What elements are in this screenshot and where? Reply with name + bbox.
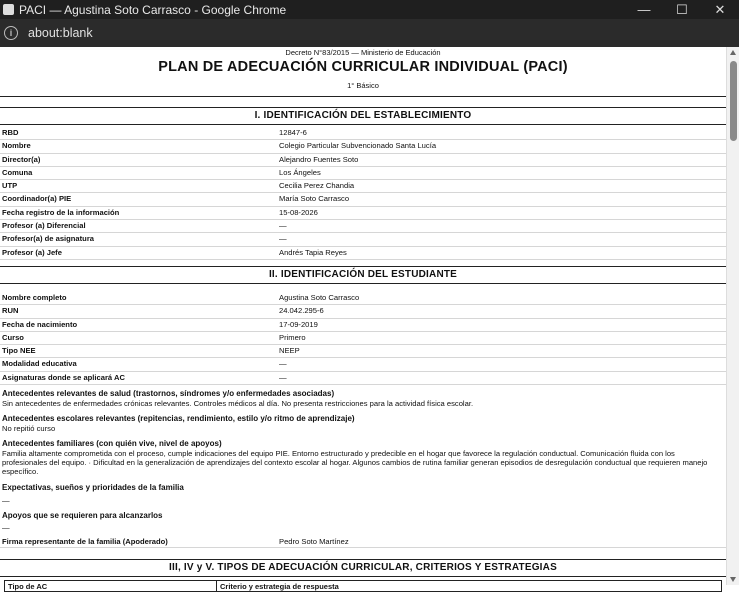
guardian-signature-row xyxy=(0,535,726,548)
student-table xyxy=(0,292,726,385)
row-value: 15-08-2026 xyxy=(279,207,318,217)
maximize-icon[interactable]: ☐ xyxy=(676,1,688,17)
row-label: Director(a) xyxy=(2,154,41,164)
row-label: Curso xyxy=(2,332,24,342)
row-value: — xyxy=(279,221,287,231)
table-row xyxy=(0,319,726,332)
expectations-text: — xyxy=(2,496,10,506)
adaptation-table-header xyxy=(4,580,722,592)
family-heading: Antecedentes familiares (con quién vive, nivel de apoyos) xyxy=(2,439,222,449)
vertical-scrollbar[interactable] xyxy=(726,47,739,585)
row-label: Profesor (a) Diferencial xyxy=(2,221,86,231)
document-title: PLAN DE ADECUACIÓN CURRICULAR INDIVIDUAL (PACI) xyxy=(158,59,568,75)
url-text[interactable]: about:blank xyxy=(28,26,93,40)
minimize-icon[interactable]: — xyxy=(637,2,651,17)
family-background xyxy=(0,439,726,476)
table-row xyxy=(0,372,726,385)
row-label: Asignaturas donde se aplicará AC xyxy=(2,372,125,382)
school-heading: Antecedentes escolares relevantes (repitencias, rendimiento, estilo y/o ritmo de aprendizaje) xyxy=(2,414,355,424)
row-value: Cecilia Perez Chandia xyxy=(279,181,355,191)
address-bar xyxy=(0,19,739,47)
supports-heading: Apoyos que se requieren para alcanzarlos xyxy=(2,511,163,521)
row-value: 12847-6 xyxy=(279,128,307,137)
row-value: 17-09-2019 xyxy=(279,319,318,329)
row-value: María Soto Carrasco xyxy=(279,194,350,204)
table-row xyxy=(0,180,726,193)
health-background xyxy=(0,389,726,408)
row-label: Fecha de nacimiento xyxy=(2,319,78,329)
row-label: RBD xyxy=(2,128,19,137)
row-label: UTP xyxy=(2,181,18,191)
table-row xyxy=(0,127,726,140)
row-value: Primero xyxy=(279,332,306,342)
window-title-bar xyxy=(0,0,739,19)
table-row xyxy=(0,247,726,260)
col-header-criteria: Criterio y estrategia de respuesta xyxy=(220,582,339,592)
health-heading: Antecedentes relevantes de salud (trastornos, síndromes y/o enfermedades asociadas) xyxy=(2,389,335,399)
row-label: Profesor(a) de asignatura xyxy=(2,234,94,244)
row-label: Profesor (a) Jefe xyxy=(2,247,62,257)
table-row xyxy=(0,292,726,305)
paci-document xyxy=(0,47,726,592)
table-row xyxy=(0,220,726,233)
decree-line: Decreto N°83/2015 — Ministerio de Educación xyxy=(285,48,441,57)
row-label: Tipo NEE xyxy=(2,346,36,356)
table-row xyxy=(0,233,726,246)
establishment-table xyxy=(0,127,726,260)
table-row xyxy=(0,305,726,318)
section-heading-establishment: I. IDENTIFICACIÓN DEL ESTABLECIMIENTO xyxy=(0,107,726,125)
signature-value: Pedro Soto Martínez xyxy=(279,537,349,547)
table-row xyxy=(0,167,726,180)
supports-text: — xyxy=(2,523,10,533)
scroll-up-arrow-icon[interactable] xyxy=(730,50,736,55)
table-row xyxy=(0,345,726,358)
table-row xyxy=(0,358,726,371)
school-text: No repitió curso xyxy=(2,424,56,434)
family-expectations xyxy=(0,483,726,505)
scroll-down-arrow-icon[interactable] xyxy=(730,577,736,582)
grade-label: 1° Básico xyxy=(347,81,379,90)
page-favicon-icon xyxy=(3,4,14,15)
row-value: — xyxy=(279,359,287,369)
table-row xyxy=(0,140,726,153)
row-label: Nombre completo xyxy=(2,292,67,302)
expectations-heading: Expectativas, sueños y prioridades de la familia xyxy=(2,483,184,493)
row-value: Andrés Tapia Reyes xyxy=(279,247,347,257)
required-supports xyxy=(0,511,726,532)
row-label: Coordinador(a) PIE xyxy=(2,194,72,204)
row-value: 24.042.295-6 xyxy=(279,306,324,316)
table-row xyxy=(0,193,726,206)
table-row xyxy=(0,332,726,345)
window-title: PACI — Agustina Soto Carrasco - Google Chrome xyxy=(19,2,287,17)
row-label: Comuna xyxy=(2,167,33,177)
row-label: RUN xyxy=(2,306,19,316)
row-value: NEEP xyxy=(279,346,300,356)
row-label: Modalidad educativa xyxy=(2,359,77,369)
health-text: Sin antecedentes de enfermedades crónicas relevantes. Controles médicos al día. No presenta restricciones para la actividad física escolar. xyxy=(2,399,474,409)
signature-label: Firma representante de la familia (Apoderado) xyxy=(2,537,168,547)
row-label: Nombre xyxy=(2,141,31,151)
section-heading-student: II. IDENTIFICACIÓN DEL ESTUDIANTE xyxy=(0,266,726,284)
row-value: Agustina Soto Carrasco xyxy=(279,292,360,302)
col-header-type: Tipo de AC xyxy=(5,581,217,591)
scrollbar-thumb[interactable] xyxy=(730,61,737,141)
row-label: Fecha registro de la información xyxy=(2,207,120,217)
school-background xyxy=(0,414,726,433)
section-heading-adaptation-types: III, IV y V. TIPOS DE ADECUACIÓN CURRICULAR, CRITERIOS Y ESTRATEGIAS xyxy=(0,559,726,577)
table-row xyxy=(0,207,726,220)
row-value: Alejandro Fuentes Soto xyxy=(279,154,359,164)
family-text: Familia altamente comprometida con el proceso, cumple indicaciones del equipo PIE. Entorno estructurado y predecible en el hogar que favorece la regulación conductual. Comunicación fluida con los profesionales del equipo. · Dificultad en la generalización de aprendizajes del contexto escolar al hogar. Algunos cambios de rutina familiar generan episodios de desregulación conductual que requieren manejo específico. xyxy=(2,449,708,477)
site-info-icon[interactable]: i xyxy=(4,26,18,40)
row-value: Colegio Particular Subvencionado Santa Lucía xyxy=(279,141,437,151)
close-icon[interactable]: ✕ xyxy=(714,1,726,17)
row-value: — xyxy=(279,234,287,244)
row-value: Los Ángeles xyxy=(279,167,321,177)
row-value: — xyxy=(279,372,287,382)
table-row xyxy=(0,154,726,167)
page-viewport xyxy=(0,47,739,592)
